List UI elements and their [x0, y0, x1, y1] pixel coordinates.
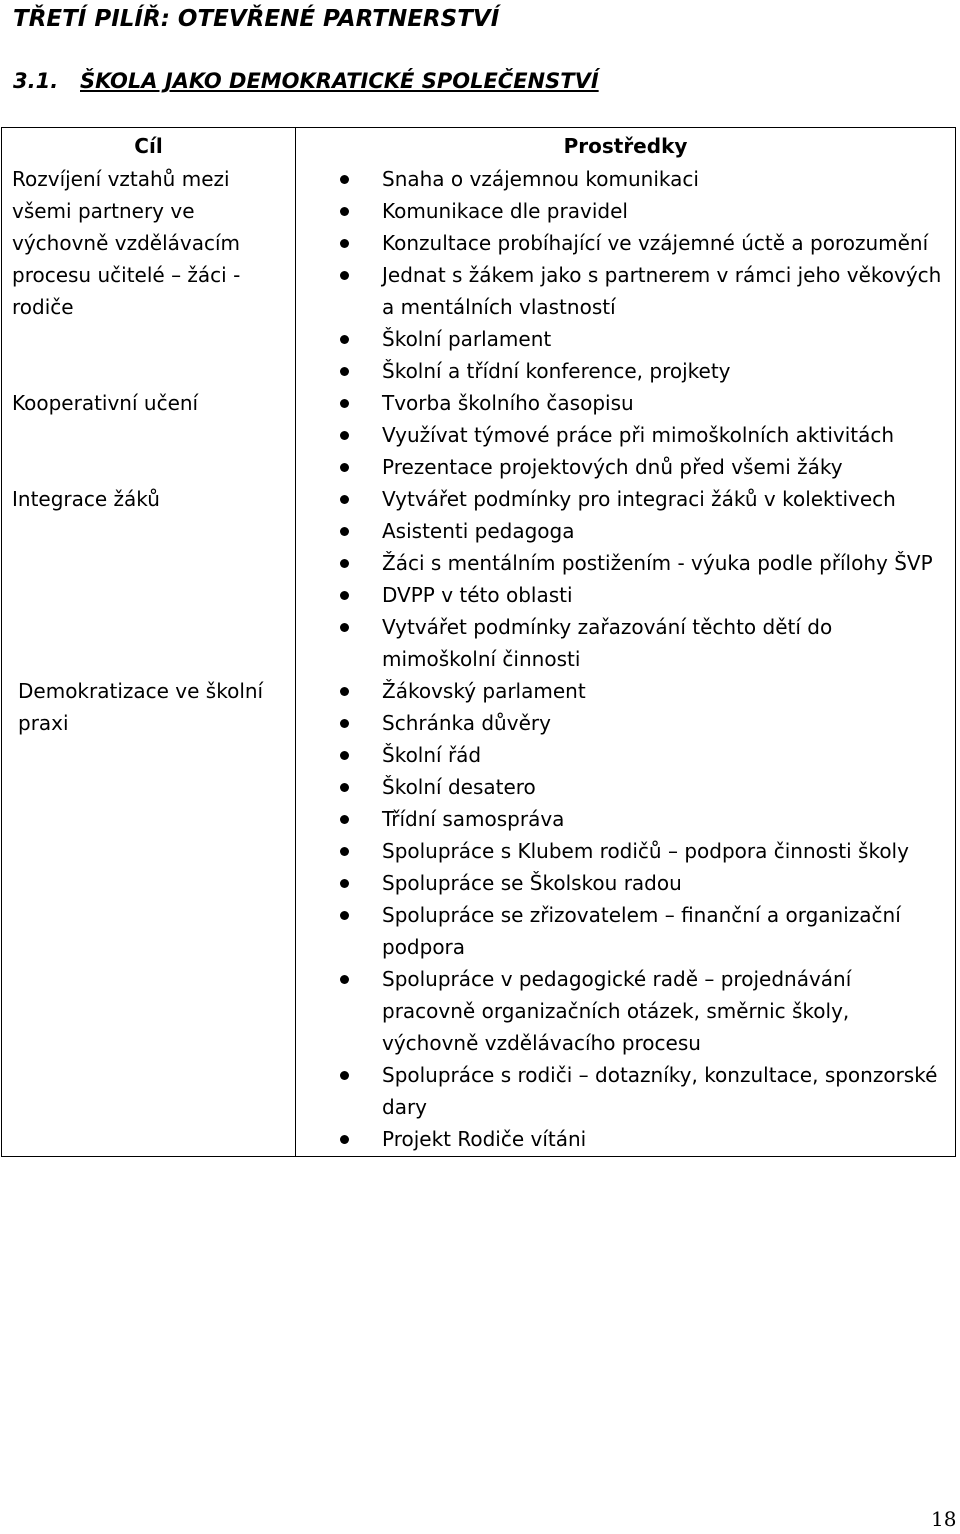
list-item: Spolupráce se Školskou radou — [296, 867, 945, 899]
section-title: ŠKOLA JAKO DEMOKRATICKÉ SPOLEČENSTVÍ — [80, 69, 599, 93]
pillar-heading: TŘETÍ PILÍŘ: OTEVŘENÉ PARTNERSTVÍ — [13, 6, 500, 32]
list-item: Tvorba školního časopisu — [296, 387, 945, 419]
table-row — [2, 163, 956, 387]
list-item: DVPP v této oblasti — [296, 579, 945, 611]
section-heading — [13, 62, 599, 100]
list-item: Využívat týmové práce při mimoškolních aktivitách — [296, 419, 945, 451]
table-row — [2, 483, 956, 675]
table-row — [2, 675, 956, 1157]
means-cell — [296, 675, 956, 1157]
list-item: Konzultace probíhající ve vzájemné úctě a porozumění — [296, 227, 945, 259]
goal-text: Kooperativní učení — [12, 391, 199, 415]
goal-column-header: Cíl — [2, 128, 296, 164]
means-cell — [296, 387, 956, 483]
means-list — [296, 675, 955, 1156]
goal-cell — [2, 483, 296, 675]
goal-text: Integrace žáků — [12, 487, 160, 511]
goal-text: Demokratizace ve školní praxi — [18, 679, 264, 735]
list-item: Asistenti pedagoga — [296, 515, 945, 547]
list-item: Vytvářet podmínky zařazování těchto dětí do mimoškolní činnosti — [296, 611, 945, 675]
goal-cell — [2, 163, 296, 387]
list-item: Spolupráce se zřizovatelem – finanční a organizační podpora — [296, 899, 945, 963]
means-cell — [296, 483, 956, 675]
list-item: Vytvářet podmínky pro integraci žáků v kolektivech — [296, 483, 945, 515]
page-number: 18 — [931, 1507, 957, 1531]
list-item: Komunikace dle pravidel — [296, 195, 945, 227]
list-item: Žáci s mentálním postižením - výuka podle přílohy ŠVP — [296, 547, 945, 579]
list-item: Školní a třídní konference, projkety — [296, 355, 945, 387]
means-list — [296, 387, 955, 483]
list-item: Školní řád — [296, 739, 945, 771]
list-item: Snaha o vzájemnou komunikaci — [296, 163, 945, 195]
means-column-header: Prostředky — [296, 128, 956, 164]
list-item: Jednat s žákem jako s partnerem v rámci jeho věkových a mentálních vlastností — [296, 259, 945, 323]
section-number: 3.1. — [13, 69, 59, 93]
list-item: Školní parlament — [296, 323, 945, 355]
list-item: Žákovský parlament — [296, 675, 945, 707]
list-item: Spolupráce v pedagogické radě – projednávání pracovně organizačních otázek, směrnic školy, výchovně vzdělávacího procesu — [296, 963, 945, 1059]
goal-cell — [2, 675, 296, 1157]
list-item: Třídní samospráva — [296, 803, 945, 835]
means-list — [296, 483, 955, 675]
means-cell — [296, 163, 956, 387]
goal-cell — [2, 387, 296, 483]
goals-means-table — [1, 127, 956, 1157]
table-row — [2, 387, 956, 483]
list-item: Školní desatero — [296, 771, 945, 803]
means-list — [296, 163, 955, 387]
list-item: Prezentace projektových dnů před všemi žáky — [296, 451, 945, 483]
list-item: Spolupráce s rodiči – dotazníky, konzultace, sponzorské dary — [296, 1059, 945, 1123]
table-header-row — [2, 128, 956, 164]
goal-text: Rozvíjení vztahů mezi všemi partnery ve výchovně vzdělávacím procesu učitelé – žáci - rodiče — [12, 167, 241, 319]
list-item: Spolupráce s Klubem rodičů – podpora činnosti školy — [296, 835, 945, 867]
list-item: Schránka důvěry — [296, 707, 945, 739]
list-item: Projekt Rodiče vítáni — [296, 1123, 945, 1155]
